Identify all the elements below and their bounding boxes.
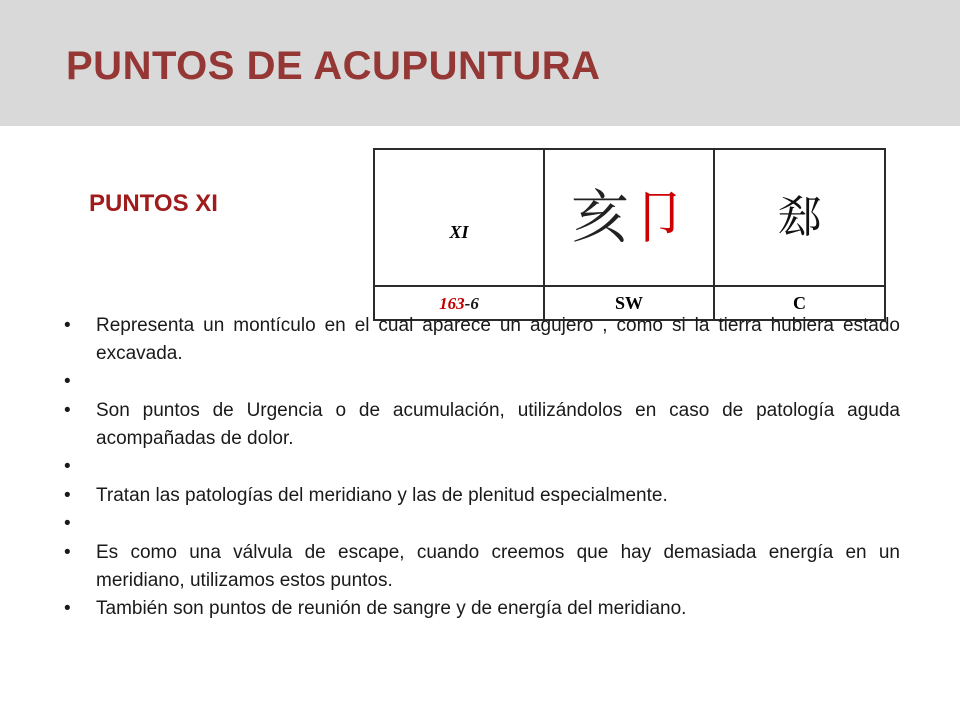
- page-title: PUNTOS DE ACUPUNTURA: [66, 44, 601, 88]
- bullet-dot: •: [64, 371, 71, 392]
- bullet-dot: •: [64, 400, 71, 421]
- bullet-dot: •: [64, 513, 71, 534]
- list-item-text: Son puntos de Urgencia o de acumulación, utilizándolos en caso de patología aguda acompañadas de dolor.: [96, 400, 900, 449]
- bullet-dot: •: [64, 598, 71, 619]
- bullet-dot: •: [64, 542, 71, 563]
- bullet-dot: •: [64, 456, 71, 477]
- list-item-empty: [62, 368, 900, 397]
- c-label: C: [793, 292, 806, 313]
- list-item-text: Es como una válvula de escape, cuando creemos que hay demasiada energía en un meridiano, utilizamos estos puntos.: [96, 542, 900, 591]
- xi-label-cell: [374, 149, 544, 286]
- list-item: [62, 482, 900, 510]
- list-item-empty: [62, 453, 900, 482]
- header-bar: [0, 0, 960, 126]
- bullet-dot: •: [64, 485, 71, 506]
- section-title: PUNTOS XI: [89, 190, 218, 217]
- xi-character-table: [373, 148, 886, 321]
- seal-script-character: 亥卩: [570, 184, 688, 250]
- list-item-text: Tratan las patologías del meridiano y las de plenitud especialmente.: [96, 485, 668, 506]
- modern-character: 郄: [777, 192, 822, 242]
- list-item-empty: [62, 510, 900, 539]
- xi-label: XI: [449, 221, 469, 242]
- code-number: 163: [439, 293, 465, 313]
- bullet-list: [62, 312, 900, 623]
- list-item: [62, 539, 900, 595]
- list-item-text: Representa un montículo en el cual aparece un agujero , como si la tierra hubiera estado excavada.: [96, 315, 900, 364]
- list-item: [62, 312, 900, 368]
- modern-character-cell: [714, 149, 885, 286]
- code-suffix: -6: [464, 293, 479, 313]
- sw-label: SW: [614, 292, 643, 313]
- xi-code: [439, 294, 479, 313]
- seal-script-cell: [544, 149, 714, 286]
- list-item: [62, 595, 900, 623]
- bullet-dot: •: [64, 315, 71, 336]
- list-item-text: También son puntos de reunión de sangre y de energía del meridiano.: [96, 598, 687, 619]
- list-item: [62, 397, 900, 453]
